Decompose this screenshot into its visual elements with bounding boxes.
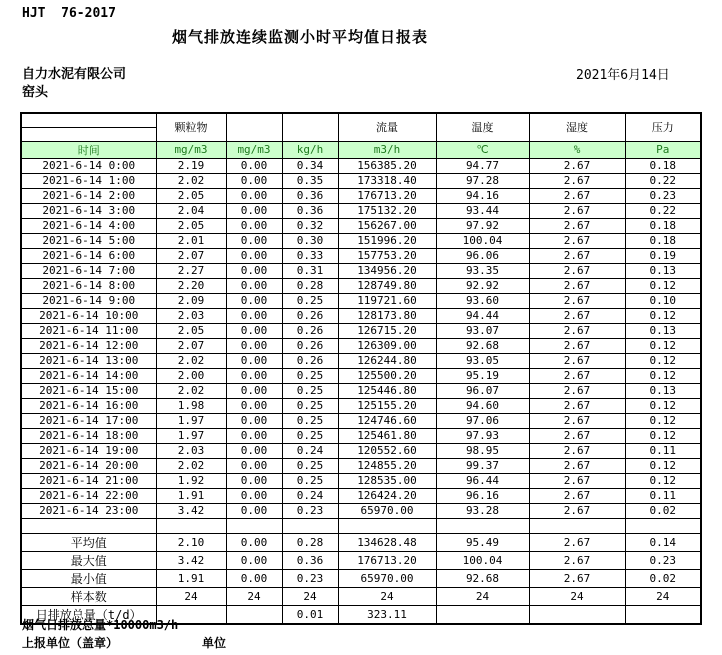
summary-cell: 24 xyxy=(282,587,338,605)
summary-cell: 2.67 xyxy=(529,551,625,569)
unit-header-row xyxy=(21,141,701,158)
temperature-cell: 94.16 xyxy=(436,188,529,203)
particulate-mg2-cell: 0.00 xyxy=(226,188,282,203)
time-cell: 2021-6-14 17:00 xyxy=(21,413,156,428)
summary-cell: 3.42 xyxy=(156,551,226,569)
summary-cell: 2.67 xyxy=(529,569,625,587)
summary-cell xyxy=(529,605,625,624)
pressure-cell: 0.12 xyxy=(625,368,701,383)
particulate-mg2-cell: 0.00 xyxy=(226,503,282,518)
summary-cell: 0.01 xyxy=(282,605,338,624)
temperature-cell: 96.06 xyxy=(436,248,529,263)
particulate-mg-cell: 2.03 xyxy=(156,308,226,323)
temperature-cell: 94.60 xyxy=(436,398,529,413)
flow-total-note: 烟气日排放总量*10000m3/h xyxy=(22,618,179,632)
table-row xyxy=(21,173,701,188)
flow-cell: 126715.20 xyxy=(338,323,436,338)
humidity-cell: 2.67 xyxy=(529,233,625,248)
table-row xyxy=(21,413,701,428)
summary-cell xyxy=(436,605,529,624)
humidity-cell: 2.67 xyxy=(529,338,625,353)
summary-row xyxy=(21,551,701,569)
pressure-cell: 0.13 xyxy=(625,383,701,398)
unit-header-cell: m3/h xyxy=(338,141,436,158)
particulate-kgh-cell: 0.32 xyxy=(282,218,338,233)
particulate-kgh-cell: 0.25 xyxy=(282,413,338,428)
pressure-cell: 0.12 xyxy=(625,308,701,323)
particulate-mg-cell: 1.97 xyxy=(156,428,226,443)
pressure-cell: 0.22 xyxy=(625,203,701,218)
table-row xyxy=(21,368,701,383)
flow-cell: 125446.80 xyxy=(338,383,436,398)
flow-header: 流量 xyxy=(338,113,436,141)
particulate-mg-cell: 1.98 xyxy=(156,398,226,413)
pressure-cell: 0.18 xyxy=(625,158,701,173)
pressure-cell: 0.23 xyxy=(625,188,701,203)
particulate-mg-cell: 2.27 xyxy=(156,263,226,278)
particulate-mg2-cell: 0.00 xyxy=(226,428,282,443)
summary-label-cell: 样本数 xyxy=(21,587,156,605)
temperature-cell: 93.28 xyxy=(436,503,529,518)
table-row xyxy=(21,308,701,323)
time-cell: 2021-6-14 19:00 xyxy=(21,443,156,458)
unit-header-cell: mg/m3 xyxy=(156,141,226,158)
particulate-mg-cell: 2.07 xyxy=(156,248,226,263)
standard-code: HJT 76-2017 xyxy=(22,6,116,21)
unit-header-cell: kg/h xyxy=(282,141,338,158)
table-row xyxy=(21,263,701,278)
pressure-cell: 0.12 xyxy=(625,398,701,413)
particulate-mg-cell: 2.05 xyxy=(156,188,226,203)
humidity-cell: 2.67 xyxy=(529,473,625,488)
particulate-mg-cell: 2.19 xyxy=(156,158,226,173)
particulate-mg2-cell: 0.00 xyxy=(226,398,282,413)
particulate-kgh-cell: 0.25 xyxy=(282,473,338,488)
particulate-kgh-cell: 0.25 xyxy=(282,458,338,473)
time-cell: 2021-6-14 2:00 xyxy=(21,188,156,203)
particulate-header: 颗粒物 xyxy=(156,113,226,141)
particulate-mg2-cell: 0.00 xyxy=(226,263,282,278)
summary-label-cell: 日排放总量（t/d） xyxy=(21,605,156,624)
temperature-cell: 93.07 xyxy=(436,323,529,338)
group-header-row xyxy=(21,113,701,127)
summary-cell xyxy=(625,605,701,624)
flow-cell: 126244.80 xyxy=(338,353,436,368)
time-cell: 2021-6-14 18:00 xyxy=(21,428,156,443)
pressure-cell: 0.02 xyxy=(625,503,701,518)
particulate-mg2-cell: 0.00 xyxy=(226,293,282,308)
time-cell: 2021-6-14 22:00 xyxy=(21,488,156,503)
humidity-cell: 2.67 xyxy=(529,158,625,173)
time-cell: 2021-6-14 11:00 xyxy=(21,323,156,338)
pressure-cell: 0.18 xyxy=(625,233,701,248)
summary-cell: 1.91 xyxy=(156,569,226,587)
summary-cell: 0.00 xyxy=(226,569,282,587)
time-cell: 2021-6-14 14:00 xyxy=(21,368,156,383)
summary-cell xyxy=(226,605,282,624)
humidity-cell: 2.67 xyxy=(529,188,625,203)
particulate-mg2-cell: 0.00 xyxy=(226,278,282,293)
flow-cell: 156385.20 xyxy=(338,158,436,173)
humidity-cell: 2.67 xyxy=(529,278,625,293)
humidity-cell: 2.67 xyxy=(529,308,625,323)
particulate-kgh-cell: 0.24 xyxy=(282,488,338,503)
monitoring-point: 窑头 xyxy=(22,85,49,100)
summary-cell: 2.67 xyxy=(529,533,625,551)
flow-cell: 124746.60 xyxy=(338,413,436,428)
particulate-kgh-cell: 0.30 xyxy=(282,233,338,248)
table-row xyxy=(21,473,701,488)
particulate-mg2-cell: 0.00 xyxy=(226,203,282,218)
flow-cell: 175132.20 xyxy=(338,203,436,218)
particulate-mg2-cell: 0.00 xyxy=(226,413,282,428)
humidity-cell: 2.67 xyxy=(529,173,625,188)
flow-cell: 128173.80 xyxy=(338,308,436,323)
summary-cell: 0.28 xyxy=(282,533,338,551)
pressure-cell: 0.12 xyxy=(625,458,701,473)
time-cell: 2021-6-14 1:00 xyxy=(21,173,156,188)
humidity-cell: 2.67 xyxy=(529,293,625,308)
particulate-mg2-cell: 0.00 xyxy=(226,488,282,503)
table-row xyxy=(21,293,701,308)
table-row xyxy=(21,443,701,458)
humidity-cell: 2.67 xyxy=(529,488,625,503)
time-cell: 2021-6-14 20:00 xyxy=(21,458,156,473)
particulate-kgh-cell: 0.23 xyxy=(282,503,338,518)
particulate-kgh-cell: 0.28 xyxy=(282,278,338,293)
particulate-mg2-cell: 0.00 xyxy=(226,368,282,383)
particulate-kgh-cell: 0.26 xyxy=(282,338,338,353)
table-row xyxy=(21,188,701,203)
table-row xyxy=(21,353,701,368)
time-cell: 2021-6-14 6:00 xyxy=(21,248,156,263)
summary-cell: 0.02 xyxy=(625,569,701,587)
time-cell: 2021-6-14 15:00 xyxy=(21,383,156,398)
pressure-cell: 0.18 xyxy=(625,218,701,233)
temperature-cell: 92.68 xyxy=(436,338,529,353)
humidity-cell: 2.67 xyxy=(529,263,625,278)
unit-header-cell: 时间 xyxy=(21,141,156,158)
temperature-cell: 93.05 xyxy=(436,353,529,368)
summary-cell: 24 xyxy=(338,587,436,605)
summary-cell: 24 xyxy=(156,587,226,605)
table-row xyxy=(21,323,701,338)
flow-cell: 157753.20 xyxy=(338,248,436,263)
pressure-cell: 0.12 xyxy=(625,353,701,368)
humidity-header: 湿度 xyxy=(529,113,625,141)
time-cell: 2021-6-14 7:00 xyxy=(21,263,156,278)
flow-cell: 125500.20 xyxy=(338,368,436,383)
particulate-kgh-cell: 0.25 xyxy=(282,398,338,413)
humidity-cell: 2.67 xyxy=(529,383,625,398)
temperature-cell: 96.44 xyxy=(436,473,529,488)
page-title: 烟气排放连续监测小时平均值日报表 xyxy=(171,28,428,46)
summary-row xyxy=(21,569,701,587)
pressure-cell: 0.22 xyxy=(625,173,701,188)
flow-cell: 128749.80 xyxy=(338,278,436,293)
pressure-cell: 0.12 xyxy=(625,338,701,353)
humidity-cell: 2.67 xyxy=(529,428,625,443)
particulate-mg2-cell: 0.00 xyxy=(226,158,282,173)
flow-cell: 151996.20 xyxy=(338,233,436,248)
particulate-mg2-cell: 0.00 xyxy=(226,173,282,188)
summary-cell: 0.36 xyxy=(282,551,338,569)
temperature-cell: 94.44 xyxy=(436,308,529,323)
temperature-cell: 99.37 xyxy=(436,458,529,473)
summary-cell: 24 xyxy=(226,587,282,605)
humidity-cell: 2.67 xyxy=(529,203,625,218)
particulate-mg-cell: 2.09 xyxy=(156,293,226,308)
table-row xyxy=(21,458,701,473)
particulate-kgh-cell: 0.26 xyxy=(282,323,338,338)
particulate-kgh-cell: 0.26 xyxy=(282,308,338,323)
particulate-mg2-cell: 0.00 xyxy=(226,308,282,323)
summary-cell: 24 xyxy=(625,587,701,605)
temperature-cell: 98.95 xyxy=(436,443,529,458)
pressure-cell: 0.13 xyxy=(625,323,701,338)
report-date: 2021年6月14日 xyxy=(576,68,670,83)
flow-cell: 176713.20 xyxy=(338,188,436,203)
particulate-kgh-cell: 0.26 xyxy=(282,353,338,368)
pressure-header: 压力 xyxy=(625,113,701,141)
particulate-mg-cell: 1.97 xyxy=(156,413,226,428)
company-name: 自力水泥有限公司 xyxy=(22,67,127,82)
particulate-mg-cell: 2.04 xyxy=(156,203,226,218)
particulate-mg2-cell: 0.00 xyxy=(226,353,282,368)
time-cell: 2021-6-14 10:00 xyxy=(21,308,156,323)
pressure-cell: 0.10 xyxy=(625,293,701,308)
particulate-mg-cell: 2.00 xyxy=(156,368,226,383)
summary-cell: 100.04 xyxy=(436,551,529,569)
particulate-kgh-cell: 0.31 xyxy=(282,263,338,278)
time-cell: 2021-6-14 5:00 xyxy=(21,233,156,248)
table-row xyxy=(21,488,701,503)
temperature-cell: 93.60 xyxy=(436,293,529,308)
table-row xyxy=(21,203,701,218)
report-table xyxy=(20,112,702,625)
pressure-cell: 0.12 xyxy=(625,278,701,293)
particulate-mg-cell: 2.07 xyxy=(156,338,226,353)
humidity-cell: 2.67 xyxy=(529,458,625,473)
particulate-mg2-cell: 0.00 xyxy=(226,233,282,248)
particulate-mg2-cell: 0.00 xyxy=(226,458,282,473)
page-title-wrap xyxy=(0,26,600,47)
flow-cell: 124855.20 xyxy=(338,458,436,473)
temperature-cell: 97.28 xyxy=(436,173,529,188)
flow-cell: 125155.20 xyxy=(338,398,436,413)
particulate-mg-cell: 2.02 xyxy=(156,458,226,473)
table-row xyxy=(21,248,701,263)
particulate-mg-cell: 2.03 xyxy=(156,443,226,458)
humidity-cell: 2.67 xyxy=(529,353,625,368)
unit-header-cell: Pa xyxy=(625,141,701,158)
particulate-mg-cell: 2.05 xyxy=(156,323,226,338)
flow-cell: 134956.20 xyxy=(338,263,436,278)
summary-cell: 0.23 xyxy=(282,569,338,587)
flow-cell: 125461.80 xyxy=(338,428,436,443)
particulate-mg2-cell: 0.00 xyxy=(226,443,282,458)
particulate-kgh-cell: 0.36 xyxy=(282,188,338,203)
pressure-cell: 0.12 xyxy=(625,428,701,443)
particulate-header-spacer-2 xyxy=(282,113,338,141)
flow-cell: 126309.00 xyxy=(338,338,436,353)
particulate-mg-cell: 2.02 xyxy=(156,173,226,188)
humidity-cell: 2.67 xyxy=(529,218,625,233)
summary-cell: 65970.00 xyxy=(338,569,436,587)
humidity-cell: 2.67 xyxy=(529,413,625,428)
summary-cell: 0.14 xyxy=(625,533,701,551)
pressure-cell: 0.12 xyxy=(625,413,701,428)
unit-header-cell: ℃ xyxy=(436,141,529,158)
particulate-mg-cell: 3.42 xyxy=(156,503,226,518)
flow-cell: 120552.60 xyxy=(338,443,436,458)
time-header-spacer-bottom xyxy=(21,127,156,141)
table-row xyxy=(21,278,701,293)
temperature-cell: 92.92 xyxy=(436,278,529,293)
unit-header-cell: mg/m3 xyxy=(226,141,282,158)
unit-header-cell: % xyxy=(529,141,625,158)
table-row xyxy=(21,233,701,248)
particulate-kgh-cell: 0.25 xyxy=(282,368,338,383)
particulate-mg2-cell: 0.00 xyxy=(226,248,282,263)
humidity-cell: 2.67 xyxy=(529,503,625,518)
temperature-cell: 96.16 xyxy=(436,488,529,503)
temperature-cell: 97.06 xyxy=(436,413,529,428)
particulate-kgh-cell: 0.35 xyxy=(282,173,338,188)
table-row xyxy=(21,218,701,233)
temperature-header: 温度 xyxy=(436,113,529,141)
pressure-cell: 0.19 xyxy=(625,248,701,263)
pressure-cell: 0.11 xyxy=(625,488,701,503)
time-cell: 2021-6-14 21:00 xyxy=(21,473,156,488)
particulate-mg-cell: 2.02 xyxy=(156,383,226,398)
table-row xyxy=(21,158,701,173)
particulate-mg2-cell: 0.00 xyxy=(226,473,282,488)
flow-cell: 126424.20 xyxy=(338,488,436,503)
time-cell: 2021-6-14 0:00 xyxy=(21,158,156,173)
particulate-mg-cell: 1.92 xyxy=(156,473,226,488)
summary-row xyxy=(21,533,701,551)
summary-label-cell: 最小值 xyxy=(21,569,156,587)
flow-cell: 128535.00 xyxy=(338,473,436,488)
humidity-cell: 2.67 xyxy=(529,323,625,338)
time-cell: 2021-6-14 16:00 xyxy=(21,398,156,413)
humidity-cell: 2.67 xyxy=(529,398,625,413)
particulate-kgh-cell: 0.33 xyxy=(282,248,338,263)
particulate-mg-cell: 2.05 xyxy=(156,218,226,233)
temperature-cell: 100.04 xyxy=(436,233,529,248)
summary-cell: 176713.20 xyxy=(338,551,436,569)
temperature-cell: 93.44 xyxy=(436,203,529,218)
particulate-mg-cell: 2.01 xyxy=(156,233,226,248)
temperature-cell: 94.77 xyxy=(436,158,529,173)
temperature-cell: 96.07 xyxy=(436,383,529,398)
summary-cell: 323.11 xyxy=(338,605,436,624)
pressure-cell: 0.12 xyxy=(625,473,701,488)
table-row xyxy=(21,383,701,398)
table-row xyxy=(21,398,701,413)
summary-cell: 134628.48 xyxy=(338,533,436,551)
particulate-kgh-cell: 0.24 xyxy=(282,443,338,458)
particulate-mg-cell: 2.20 xyxy=(156,278,226,293)
time-cell: 2021-6-14 8:00 xyxy=(21,278,156,293)
table-row xyxy=(21,428,701,443)
particulate-kgh-cell: 0.36 xyxy=(282,203,338,218)
particulate-kgh-cell: 0.25 xyxy=(282,293,338,308)
humidity-cell: 2.67 xyxy=(529,248,625,263)
time-cell: 2021-6-14 12:00 xyxy=(21,338,156,353)
temperature-cell: 93.35 xyxy=(436,263,529,278)
time-cell: 2021-6-14 13:00 xyxy=(21,353,156,368)
time-cell: 2021-6-14 23:00 xyxy=(21,503,156,518)
particulate-mg2-cell: 0.00 xyxy=(226,338,282,353)
pressure-cell: 0.13 xyxy=(625,263,701,278)
flow-cell: 65970.00 xyxy=(338,503,436,518)
table-row xyxy=(21,338,701,353)
pressure-cell: 0.11 xyxy=(625,443,701,458)
time-cell: 2021-6-14 4:00 xyxy=(21,218,156,233)
summary-cell: 92.68 xyxy=(436,569,529,587)
summary-label-cell: 最大值 xyxy=(21,551,156,569)
particulate-mg-cell: 1.91 xyxy=(156,488,226,503)
summary-cell: 95.49 xyxy=(436,533,529,551)
summary-cell: 2.10 xyxy=(156,533,226,551)
time-cell: 2021-6-14 3:00 xyxy=(21,203,156,218)
summary-row xyxy=(21,587,701,605)
particulate-kgh-cell: 0.25 xyxy=(282,428,338,443)
summary-cell: 0.00 xyxy=(226,551,282,569)
summary-rows xyxy=(21,533,701,624)
particulate-mg2-cell: 0.00 xyxy=(226,218,282,233)
particulate-mg-cell: 2.02 xyxy=(156,353,226,368)
hour-rows xyxy=(21,158,701,518)
particulate-mg2-cell: 0.00 xyxy=(226,323,282,338)
temperature-cell: 97.93 xyxy=(436,428,529,443)
spacer-row xyxy=(21,518,701,533)
time-cell: 2021-6-14 9:00 xyxy=(21,293,156,308)
summary-cell: 0.23 xyxy=(625,551,701,569)
flow-cell: 156267.00 xyxy=(338,218,436,233)
temperature-cell: 95.19 xyxy=(436,368,529,383)
particulate-kgh-cell: 0.25 xyxy=(282,383,338,398)
flow-cell: 119721.60 xyxy=(338,293,436,308)
unit-label: 单位 xyxy=(202,636,227,650)
flow-cell: 173318.40 xyxy=(338,173,436,188)
particulate-kgh-cell: 0.34 xyxy=(282,158,338,173)
reporting-unit-stamp-label: 上报单位（盖章） xyxy=(22,636,119,650)
particulate-header-spacer-1 xyxy=(226,113,282,141)
particulate-mg2-cell: 0.00 xyxy=(226,383,282,398)
time-header-spacer-top xyxy=(21,113,156,127)
temperature-cell: 97.92 xyxy=(436,218,529,233)
summary-cell: 24 xyxy=(529,587,625,605)
summary-cell: 24 xyxy=(436,587,529,605)
summary-cell: 0.00 xyxy=(226,533,282,551)
humidity-cell: 2.67 xyxy=(529,368,625,383)
humidity-cell: 2.67 xyxy=(529,443,625,458)
summary-label-cell: 平均值 xyxy=(21,533,156,551)
table-row xyxy=(21,503,701,518)
